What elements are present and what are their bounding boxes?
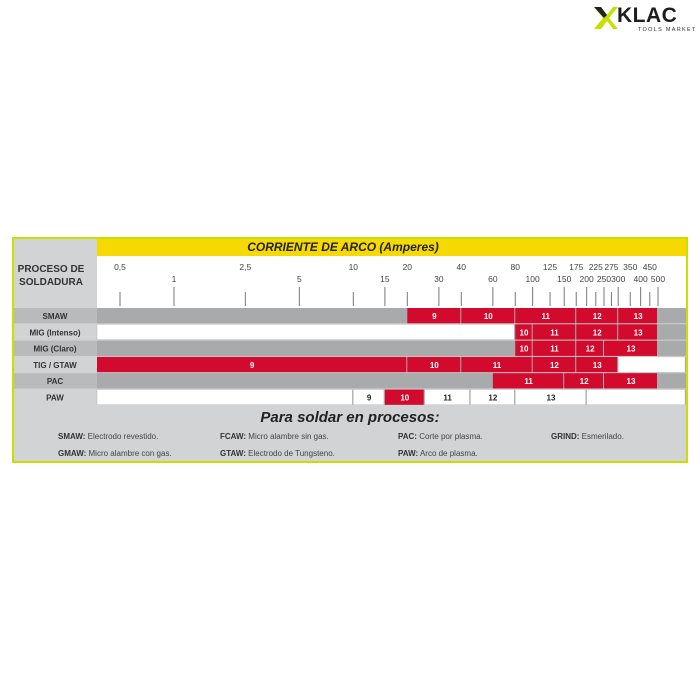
shade-number: 10: [400, 393, 410, 403]
process-name: MIG (Intenso): [29, 328, 81, 338]
shade-segment: [97, 373, 492, 388]
legend-description: Electrodo de Tungsteno.: [245, 449, 335, 458]
top-tick-label: 125: [542, 262, 558, 272]
top-tick-label: 40: [456, 262, 467, 272]
shade-segment: [97, 308, 406, 323]
shade-number: 13: [633, 328, 643, 338]
shade-number: 10: [519, 344, 529, 354]
legend-code: FCAW:: [220, 432, 247, 441]
shade-number: 9: [249, 360, 255, 370]
shade-number: 13: [592, 360, 602, 370]
legend-item: [551, 432, 624, 441]
bottom-tick-label: 60: [488, 274, 498, 284]
shade-number: 12: [488, 393, 498, 403]
chart-title: CORRIENTE DE ARCO (Amperes): [247, 240, 439, 254]
bottom-tick-label: 30: [434, 274, 444, 284]
shade-number: 12: [549, 360, 559, 370]
top-tick-label: 450: [642, 262, 657, 272]
legend-description: Micro alambre sin gas.: [246, 432, 329, 441]
shade-number: 12: [592, 312, 602, 321]
legend-description: Micro alambre con gas.: [86, 449, 172, 458]
top-tick-label: 80: [510, 262, 521, 272]
shade-number: 13: [633, 312, 643, 321]
shade-number: 11: [550, 328, 559, 338]
legend-code: PAW:: [398, 449, 419, 458]
top-tick-label: 350: [623, 262, 638, 272]
bottom-tick-label: 100: [525, 274, 540, 284]
brand-name: KLAC: [617, 4, 678, 27]
shade-number: 11: [443, 393, 452, 403]
shade-number: 10: [483, 312, 493, 321]
shade-number: 10: [429, 360, 439, 370]
shade-number: 11: [541, 312, 550, 321]
legend-description: Electrodo revestido.: [85, 432, 159, 441]
row-header-line-1: PROCESO DE: [17, 264, 85, 275]
shade-number: 13: [626, 344, 636, 354]
legend-code: PAC:: [398, 432, 417, 441]
shade-number: 10: [519, 328, 529, 338]
top-tick-label: 10: [348, 262, 359, 272]
shade-number: 9: [366, 393, 372, 403]
brand-subtitle: TOOLS MARKET: [638, 27, 697, 33]
shade-segment: [97, 324, 514, 339]
legend-description: Esmerilado.: [579, 432, 624, 441]
bottom-tick-label: 200: [579, 274, 594, 284]
legend-code: GMAW:: [58, 449, 87, 458]
legend-item: [220, 449, 335, 458]
bottom-tick-label: 400: [633, 274, 648, 284]
shade-number: 9: [432, 312, 437, 321]
legend-code: SMAW:: [58, 432, 86, 441]
bottom-tick-label: 300: [611, 274, 626, 284]
bottom-tick-label: 1: [171, 274, 177, 284]
shade-segment: [97, 390, 352, 405]
process-name: MIG (Claro): [33, 344, 77, 354]
legend-item: [398, 449, 478, 458]
process-name: PAC: [46, 377, 64, 387]
bottom-tick-label: 250: [596, 274, 612, 284]
shade-number: 12: [585, 344, 595, 354]
legend-description: Arco de plasma.: [418, 449, 478, 458]
process-name: TIG / GTAW: [33, 360, 77, 370]
legend-item: [58, 432, 158, 441]
shade-segment: [97, 341, 514, 356]
legend-code: GTAW:: [220, 449, 246, 458]
legend-title: Para soldar en procesos:: [260, 409, 440, 426]
shade-number: 12: [592, 328, 602, 338]
shade-number: 12: [579, 377, 589, 387]
legend-item: [398, 432, 483, 441]
top-tick-label: 175: [569, 262, 584, 272]
top-tick-label: 20: [402, 262, 413, 272]
legend-item: [220, 432, 329, 441]
process-name: PAW: [46, 393, 64, 403]
shade-segment: [618, 357, 685, 372]
bottom-tick-label: 500: [650, 274, 666, 284]
shade-number: 11: [492, 360, 502, 370]
top-tick-label: 225: [588, 262, 603, 272]
top-tick-label: 275: [604, 262, 619, 272]
shade-number: 13: [546, 393, 556, 403]
shade-number: 11: [550, 344, 559, 354]
top-tick-label: 2,5: [239, 262, 252, 272]
legend-description: Corte por plasma.: [416, 432, 483, 441]
top-tick-label: 0,5: [114, 262, 126, 272]
shade-segment: [587, 390, 685, 405]
legend-item: [58, 449, 172, 458]
row-header-line-2: SOLDADURA: [19, 277, 83, 288]
process-name: SMAW: [42, 312, 68, 321]
shade-number: 11: [524, 377, 533, 387]
legend-code: GRIND:: [551, 432, 580, 441]
shade-number: 13: [626, 377, 636, 387]
bottom-tick-label: 150: [557, 274, 572, 284]
bottom-tick-label: 15: [380, 274, 390, 284]
bottom-tick-label: 5: [296, 274, 302, 284]
